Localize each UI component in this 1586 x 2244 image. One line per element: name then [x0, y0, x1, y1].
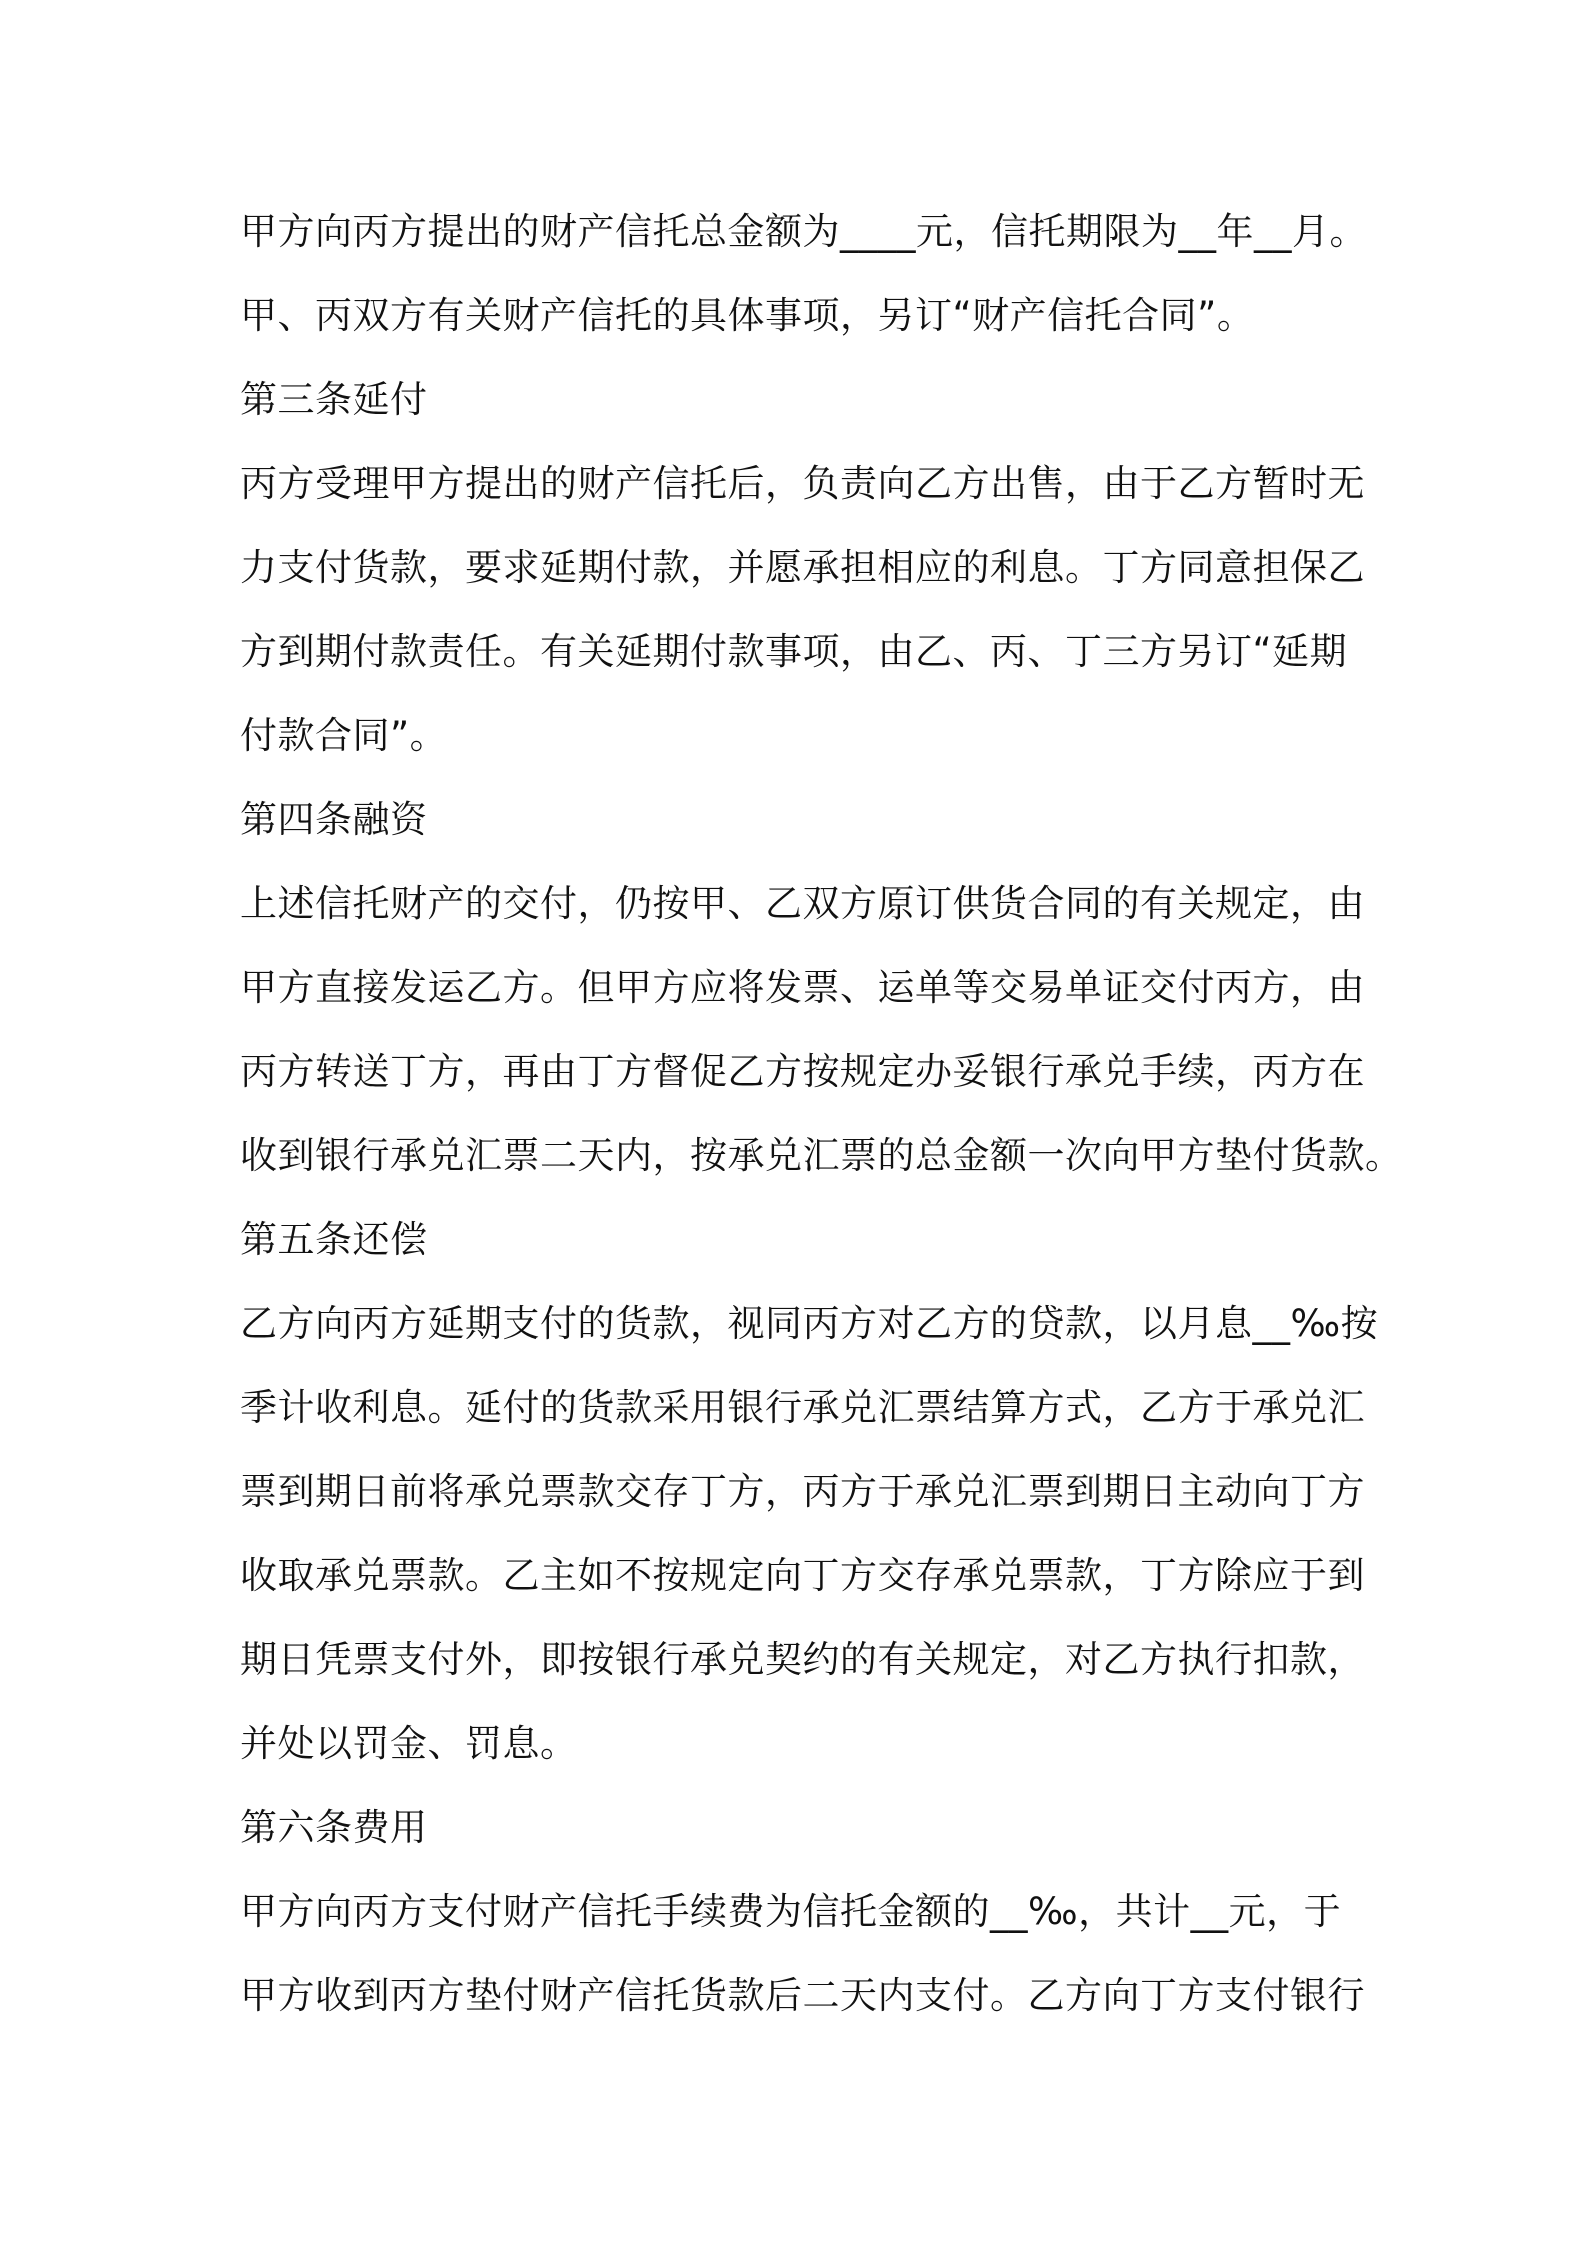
paragraph-line: 季计收利息。延付的货款采用银行承兑汇票结算方式，乙方于承兑汇 [240, 1386, 1365, 1429]
paragraph-line: 力支付货款，要求延期付款，并愿承担相应的利息。丁方同意担保乙 [240, 546, 1365, 589]
paragraph-line: 收到银行承兑汇票二天内，按承兑汇票的总金额一次向甲方垫付货款。 [240, 1134, 1403, 1177]
paragraph-line: 票到期日前将承兑票款交存丁方，丙方于承兑汇票到期日主动向丁方 [240, 1470, 1365, 1513]
article-heading: 第四条融资 [240, 798, 428, 841]
paragraph-line: 期日凭票支付外，即按银行承兑契约的有关规定，对乙方执行扣款， [240, 1638, 1365, 1681]
paragraph-line: 方到期付款责任。有关延期付款事项，由乙、丙、丁三方另订“延期 [240, 630, 1348, 673]
article-heading: 第三条延付 [240, 378, 428, 421]
paragraph-line: 丙方受理甲方提出的财产信托后，负责向乙方出售，由于乙方暂时无 [240, 462, 1365, 505]
document-body [240, 190, 1403, 2038]
paragraph-line: 甲方向丙方支付财产信托手续费为信托金额的__‰，共计__元，于 [240, 1890, 1342, 1933]
paragraph-line: 甲、丙双方有关财产信托的具体事项，另订“财产信托合同”。 [240, 294, 1255, 337]
paragraph-line: 并处以罚金、罚息。 [240, 1722, 578, 1765]
paragraph-line: 甲方收到丙方垫付财产信托货款后二天内支付。乙方向丁方支付银行 [240, 1974, 1365, 2017]
paragraph-line: 乙方向丙方延期支付的货款，视同丙方对乙方的贷款，以月息__‰按 [240, 1302, 1379, 1345]
paragraph-line: 收取承兑票款。乙主如不按规定向丁方交存承兑票款，丁方除应于到 [240, 1554, 1365, 1597]
paragraph-line: 甲方直接发运乙方。但甲方应将发票、运单等交易单证交付丙方，由 [240, 966, 1365, 1009]
paragraph-line: 上述信托财产的交付，仍按甲、乙双方原订供货合同的有关规定，由 [240, 882, 1365, 925]
paragraph-line: 甲方向丙方提出的财产信托总金额为____元，信托期限为__年__月。 [240, 210, 1367, 253]
paragraph-line: 丙方转送丁方，再由丁方督促乙方按规定办妥银行承兑手续，丙方在 [240, 1050, 1365, 1093]
article-heading: 第五条还偿 [240, 1218, 428, 1261]
article-heading: 第六条费用 [240, 1806, 428, 1849]
paragraph-line: 付款合同”。 [240, 714, 448, 757]
